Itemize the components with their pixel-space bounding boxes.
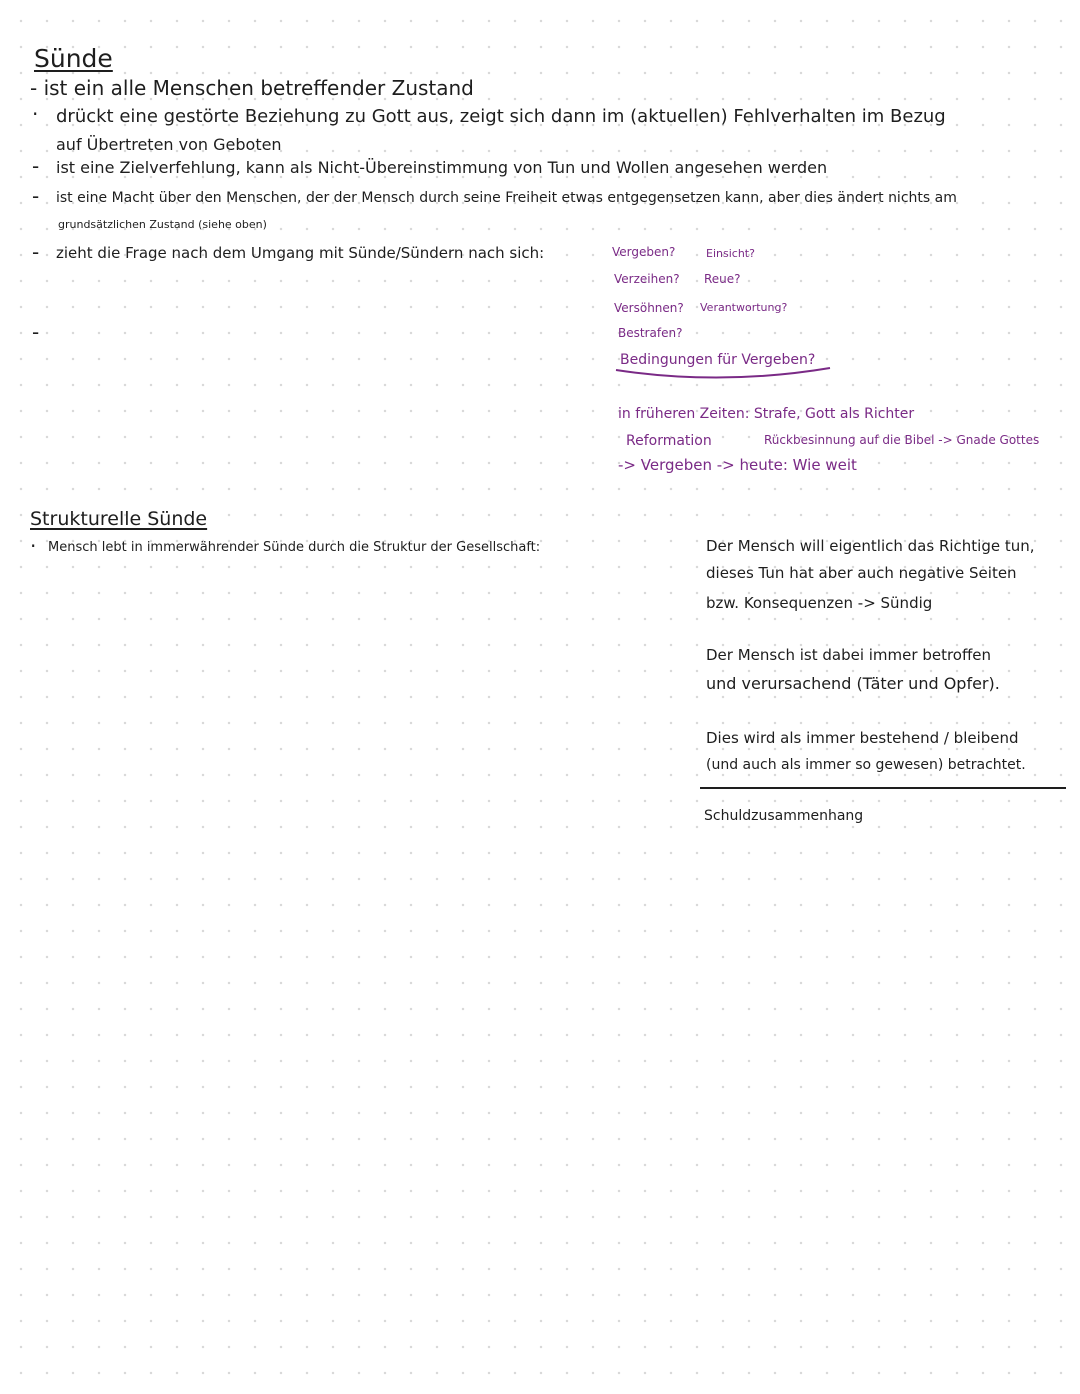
question-verantwortung: Verantwortung? [700, 301, 788, 314]
bullet-umgang: zieht die Frage nach dem Umgang mit Sünde/Sündern nach sich: [56, 244, 545, 262]
divider-line [700, 787, 1066, 789]
note-gewesen: (und auch als immer so gewesen) betrachtet. [706, 757, 1026, 773]
history-vergeben: -> Vergeben -> heute: Wie weit [618, 456, 857, 474]
note-verursachend: und verursachend (Täter und Opfer). [706, 674, 1000, 693]
question-bestrafen: Bestrafen? [618, 326, 683, 340]
bullet-marker: - [32, 240, 40, 264]
bullet-macht-cont: grundsätzlichen Zustand (siehe oben) [58, 218, 267, 231]
bullet-zustand: - ist ein alle Menschen betreffender Zustand [30, 76, 474, 100]
note-richtige: Der Mensch will eigentlich das Richtige tun, [706, 537, 1035, 555]
bullet-marker: · [30, 534, 37, 558]
note-negative-seiten: dieses Tun hat aber auch negative Seiten [706, 564, 1017, 582]
question-versoehnen: Versöhnen? [614, 301, 684, 315]
question-vergeben: Vergeben? [612, 245, 676, 259]
bullet-struktur: Mensch lebt in immerwährender Sünde durch die Struktur der Gesellschaft: [48, 540, 541, 555]
bullet-marker: - [32, 154, 40, 178]
question-bedingungen: Bedingungen für Vergeben? [620, 352, 816, 368]
question-verzeihen: Verzeihen? [614, 272, 680, 286]
note-bestehend: Dies wird als immer bestehend / bleibend [706, 729, 1019, 747]
question-einsicht: Einsicht? [706, 247, 755, 260]
bullet-beziehung-cont: auf Übertreten von Geboten [56, 135, 282, 154]
bullet-marker: - [32, 184, 40, 208]
note-schuldzusammenhang: Schuldzusammenhang [704, 808, 864, 824]
note-konsequenzen: bzw. Konsequenzen -> Sündig [706, 594, 933, 612]
history-frueher: in früheren Zeiten: Strafe, Gott als Richter [618, 406, 915, 422]
curved-underline [612, 364, 836, 384]
section-heading-strukturelle-suende: Strukturelle Sünde [30, 508, 208, 530]
note-betroffen: Der Mensch ist dabei immer betroffen [706, 646, 992, 664]
question-reue: Reue? [704, 272, 741, 286]
bullet-beziehung: drückt eine gestörte Beziehung zu Gott aus, zeigt sich dann im (aktuellen) Fehlverhalten im Bezug [56, 106, 946, 127]
history-reformation: Reformation [626, 433, 712, 449]
bullet-zielverfehlung: ist eine Zielverfehlung, kann als Nicht-Übereinstimmung von Tun und Wollen angesehen werden [56, 158, 828, 177]
bullet-macht: ist eine Macht über den Menschen, der der Mensch durch seine Freiheit etwas entgegensetzen kann, aber dies ändert nichts am [56, 190, 957, 206]
bullet-marker-empty: - [32, 320, 40, 344]
section-heading-suende: Sünde [34, 44, 113, 73]
history-rueckbesinnung: Rückbesinnung auf die Bibel -> Gnade Gottes [764, 433, 1040, 447]
bullet-marker: · [32, 102, 39, 126]
